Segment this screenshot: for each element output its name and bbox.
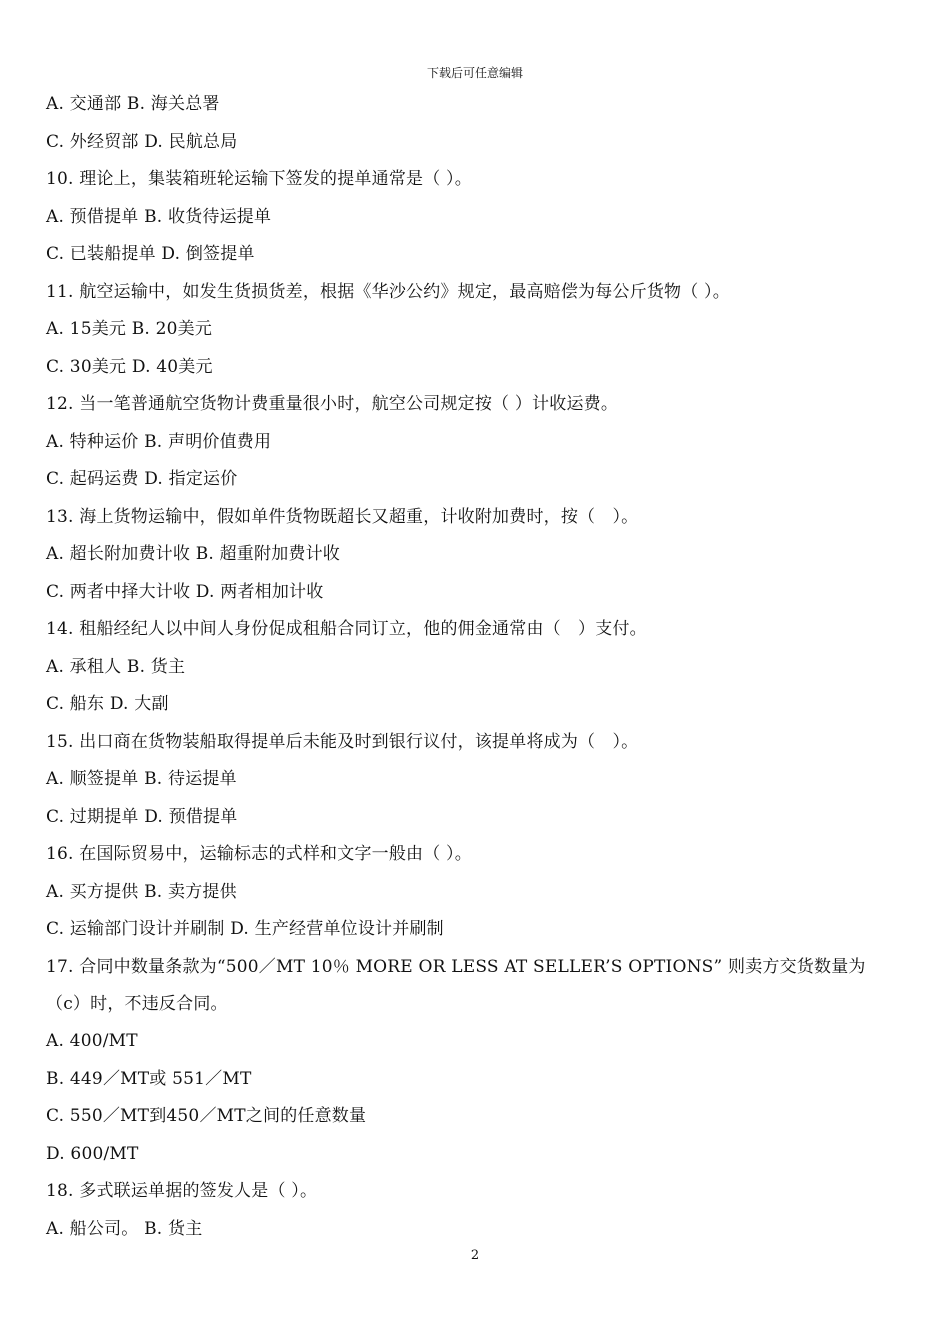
question-16: 16. 在国际贸易中，运输标志的式样和文字一般由（ ）。 [46,844,472,864]
option-line: C. 运输部门设计并刷制 D. 生产经营单位设计并刷制 [46,919,444,939]
question-18: 18. 多式联运单据的签发人是（ ）。 [46,1181,318,1201]
option-line: C. 550／MT到450／MT之间的任意数量 [46,1106,367,1126]
option-line: D. 600/MT [46,1143,139,1164]
option-line: C. 外经贸部 D. 民航总局 [46,131,238,152]
option-line: C. 船东 D. 大副 [46,694,169,714]
question-15: 15. 出口商在货物装船取得提单后未能及时到银行议付，该提单将成为（ ）。 [46,731,639,752]
option-line: C. 起码运费 D. 指定运价 [46,469,238,489]
question-14: 14. 租船经纪人以中间人身份促成租船合同订立，他的佣金通常由（ ）支付。 [46,619,647,639]
option-line: A. 承租人 B. 货主 [46,656,186,677]
question-11: 11. 航空运输中，如发生货损货差，根据《华沙公约》规定，最高赔偿为每公斤货物（ ）。 [46,281,730,302]
option-line: C. 已装船提单 D. 倒签提单 [46,244,255,264]
question-12: 12. 当一笔普通航空货物计费重量很小时，航空公司规定按（ ）计收运费。 [46,394,619,414]
question-17-continued: （c）时，不违反合同。 [46,994,228,1014]
option-line: C. 过期提单 D. 预借提单 [46,806,238,827]
question-17: 17. 合同中数量条款为“500／MT 10％ MORE OR LESS AT SELLER’S OPTIONS” 则卖方交货数量为 [46,956,866,977]
option-line: A. 买方提供 B. 卖方提供 [46,881,237,902]
option-line: A. 400/MT [46,1031,138,1051]
option-line: B. 449／MT或 551／MT [46,1068,252,1089]
option-line: A. 超长附加费计收 B. 超重附加费计收 [46,544,340,564]
document-body [46,86,916,1248]
page-header: 下载后可任意编辑 [426,66,523,80]
option-line: A. 15美元 B. 20美元 [46,319,213,339]
page-number: 2 [470,1248,480,1263]
option-line: A. 预借提单 B. 收货待运提单 [46,206,272,227]
option-line: C. 两者中择大计收 D. 两者相加计收 [46,581,324,602]
question-10: 10. 理论上，集装箱班轮运输下签发的提单通常是（ ）。 [46,169,472,189]
question-13: 13. 海上货物运输中，假如单件货物既超长又超重，计收附加费时，按（ ）。 [46,506,639,527]
option-line: A. 顺签提单 B. 待运提单 [46,769,237,789]
option-line: A. 特种运价 B. 声明价值费用 [46,431,272,452]
option-line: A. 船公司。 B. 货主 [46,1218,203,1239]
option-line: A. 交通部 B. 海关总署 [46,94,220,114]
option-line: C. 30美元 D. 40美元 [46,356,213,377]
